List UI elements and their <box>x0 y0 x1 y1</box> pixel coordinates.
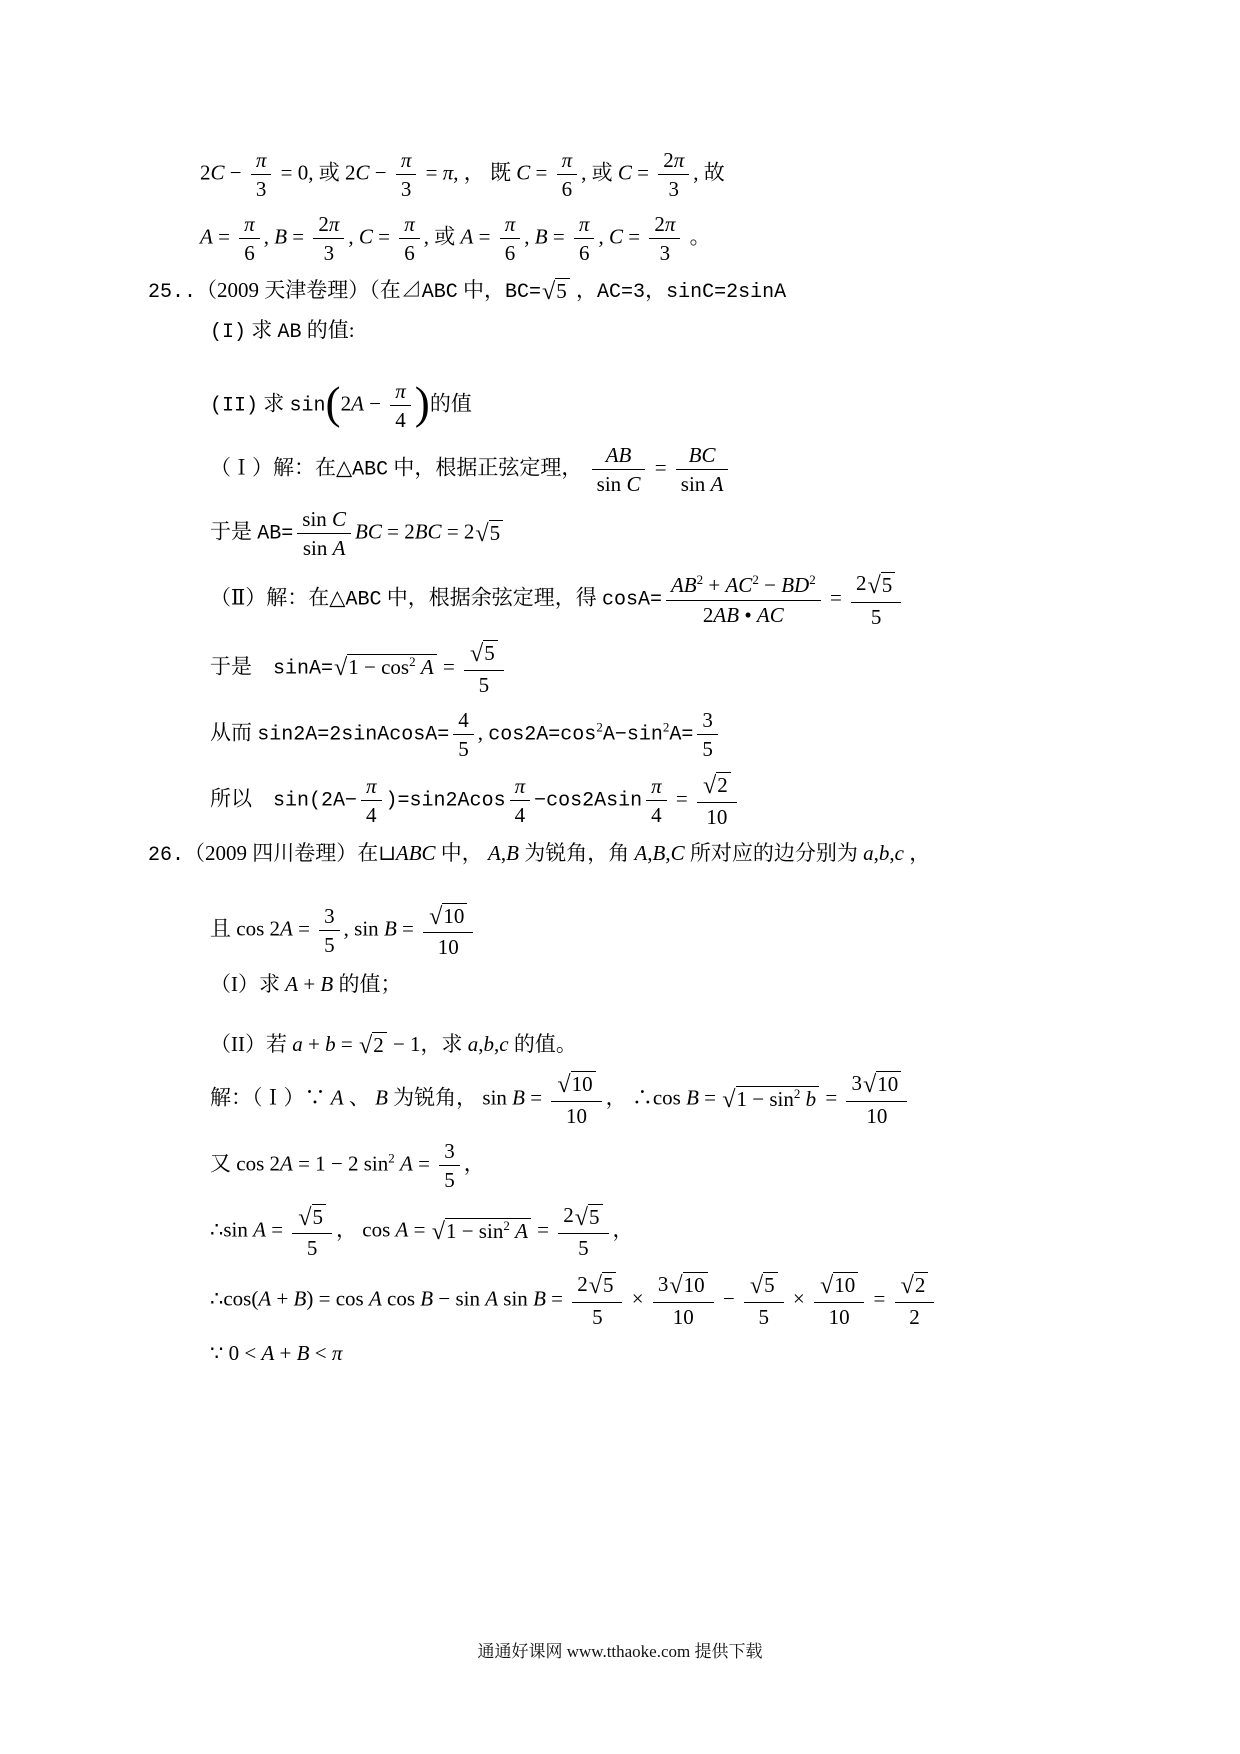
fraction <box>851 571 901 628</box>
fraction <box>658 148 689 201</box>
fraction-denominator: 6 <box>244 241 255 266</box>
q26-cos2a: 又 cos 2A = 1 − 2 $\sin^2 A$ = $\frac{3}{5}$ ， <box>210 1139 485 1193</box>
fraction-denominator: 2 <box>909 1304 920 1329</box>
typewriter-text: sinA= <box>273 657 334 681</box>
radical-sign: √ <box>862 1071 877 1099</box>
q25-sin2a-cos2a: 从而 sin2A=2sinAcosA= $\frac{4}{5}$ , $\cos 2A=\cos^2A-\sin^2A=$ $\frac{3}{5}$ <box>210 708 1210 761</box>
fraction-numerator <box>676 443 729 470</box>
fraction-denominator: 10 <box>828 1304 850 1329</box>
q25-final-answer: 所以 sin(2A− $\frac{\pi}{4}$ )=sin2Acos $\frac{\pi}{4}$ −cos2Asin $\frac{\pi}{4}$ = √ 2 10 <box>210 772 1210 829</box>
fraction-numerator <box>500 212 521 239</box>
typewriter-text: AB= <box>257 522 294 546</box>
q26-sina-cosa: ∴sin A = √ 5 5 ， cos A = √ $1 - \sin^2 A$ = 2 √ 5 5 ， <box>210 1203 634 1261</box>
page-footer: 通通好课网 www.tthaoke.com 提供下载 <box>477 1642 763 1661</box>
q26-part1: （I）求 A + B 的值； <box>210 971 402 996</box>
math-variable: C <box>358 224 373 249</box>
math-variable: A <box>200 224 213 249</box>
radical-sign: √ <box>900 1271 914 1299</box>
fraction <box>557 148 578 201</box>
typewriter-text: 25.. <box>148 280 197 304</box>
fraction-denominator: 3 <box>323 241 335 266</box>
fraction-denominator: 5 <box>444 1168 455 1193</box>
typewriter-text: −cos2Asin <box>534 789 643 813</box>
math-variable: B <box>274 224 288 249</box>
square-root: √ 5 <box>475 520 503 548</box>
math-variable: AB <box>670 573 697 598</box>
fraction-denominator: 5 <box>870 604 882 629</box>
typewriter-text: cos2A=cos <box>488 723 597 747</box>
math-variable: BC <box>414 519 442 544</box>
math-variable: π <box>331 1340 343 1365</box>
fraction <box>297 507 351 560</box>
fraction-numerator: 3 <box>697 708 718 735</box>
fraction-denominator: 3 <box>400 177 412 202</box>
typewriter-text: AB <box>277 320 302 344</box>
math-variable: A <box>368 1286 382 1311</box>
math-variable: c <box>894 841 904 866</box>
fraction-denominator: 10 <box>672 1304 694 1329</box>
math-variable: AC <box>725 573 753 598</box>
typewriter-text: A= <box>669 723 694 747</box>
radical-sign: √ <box>475 519 489 547</box>
fraction-numerator <box>399 212 420 239</box>
math-variable: π <box>255 148 267 172</box>
square-root: √ 10 <box>429 903 467 931</box>
radical-sign: √ <box>431 1218 445 1246</box>
typewriter-text: sin <box>289 394 326 418</box>
math-variable: B <box>293 1286 307 1311</box>
fraction <box>592 443 646 496</box>
fraction <box>464 640 504 697</box>
typewriter-text: ABC <box>352 458 389 482</box>
fraction <box>744 1272 784 1329</box>
fraction-numerator <box>390 379 411 406</box>
fraction-numerator: 2π <box>658 148 689 175</box>
math-variable: ABC <box>395 841 436 866</box>
math-variable: A <box>710 472 724 497</box>
math-variable: B <box>652 841 666 866</box>
square-root: √ 5 <box>868 572 896 600</box>
typewriter-text: A−sin <box>602 723 663 747</box>
math-variable: BC <box>688 442 716 467</box>
radical-sign: √ <box>298 1203 312 1231</box>
fraction <box>551 1071 601 1128</box>
square-root: √ 5 <box>575 1204 603 1232</box>
math-variable: π <box>504 212 516 237</box>
math-variable: A <box>485 1286 499 1311</box>
fraction-numerator: 4 <box>453 708 474 735</box>
radical-sign: √ <box>669 1271 683 1299</box>
square-root: √ 5 <box>298 1204 326 1232</box>
fraction-denominator: 5 <box>324 933 335 958</box>
math-variable: b <box>878 841 890 866</box>
math-variable: B <box>320 971 334 996</box>
fraction-denominator: 5 <box>578 1236 589 1261</box>
math-variable: B <box>296 1340 310 1365</box>
question-25: 25..（2009 天津卷理）（在⊿ABC 中，BC= √ 5 ，AC=3，sinC=2sinA <box>148 277 787 305</box>
typewriter-text: sin2A=2sinAcosA= <box>257 723 450 747</box>
square-root: √ 5 <box>470 640 498 668</box>
math-variable: A <box>400 1151 413 1176</box>
fraction-denominator: 6 <box>404 241 415 266</box>
radical-sign: √ <box>820 1271 834 1299</box>
math-variable: C <box>670 841 685 866</box>
radical-sign: √ <box>470 639 484 667</box>
square-root: √ 10 <box>557 1071 595 1099</box>
fraction-numerator: 3 √ 10 <box>846 1071 907 1102</box>
q25-part2: (II) 求 sin(2A − $\frac{\pi}{4}$ )的值 <box>210 378 472 432</box>
math-variable: AC <box>756 602 784 627</box>
radical-sign: √ <box>358 1032 373 1060</box>
square-root: √ $1 - \sin^2 b$ <box>722 1086 819 1114</box>
fraction-numerator: sin C <box>297 507 351 534</box>
formula-abc-values: A = $\frac{\pi}{6}$ , B = $\frac{2\pi}{3}$ , C = $\frac{\pi}{6}$ , 或 A = $\frac{\pi}{6}$ , B = $\frac{\pi}{6}$ , C = $\frac{2\pi}{3}$ 。 <box>200 212 711 266</box>
q25-ab-result: 于是 AB= $\frac{\text{sin C}}{\text{sin A}}$ BC = 2BC = 2 √ 5 <box>210 507 1210 560</box>
radical-sign: √ <box>867 571 881 599</box>
q26-part2: （II）若 a + b = √ 2 − 1，求 a,b,c 的值。 <box>210 1031 577 1060</box>
fraction-numerator <box>574 212 595 239</box>
superscript: 2 <box>809 572 816 588</box>
fraction <box>574 212 595 265</box>
typewriter-text: sin(2A− <box>273 789 358 813</box>
math-variable: π <box>514 774 526 799</box>
math-variable: B <box>375 1085 388 1110</box>
question-26: 26.（2009 四川卷理）在⊔ABC 中， A,B 为锐角，角 A,B,C 所对应的边分别为 a,b,c ， <box>148 841 931 868</box>
math-variable: b <box>325 1031 336 1056</box>
big-paren: ( <box>325 378 341 429</box>
fraction-denominator: 5 <box>758 1304 770 1329</box>
fraction <box>510 774 531 827</box>
math-variable: B <box>383 916 397 941</box>
typewriter-text: AC=3 <box>597 280 646 304</box>
fraction-denominator: 4 <box>514 803 526 828</box>
fraction-denominator: 10 <box>437 935 459 960</box>
math-variable: B <box>420 1286 434 1311</box>
math-variable: C <box>617 160 632 185</box>
math-variable: A <box>280 916 293 941</box>
fraction <box>653 1272 714 1329</box>
fraction-numerator <box>464 640 504 671</box>
square-root: √ 10 <box>669 1272 707 1300</box>
fraction-numerator: 2 √ 5 <box>558 1203 608 1234</box>
radical-sign: √ <box>574 1203 589 1231</box>
fraction-denominator: sin A <box>680 472 724 497</box>
math-variable: A <box>460 224 474 249</box>
radical-sign: √ <box>429 902 443 930</box>
radical-sign: √ <box>749 1271 764 1299</box>
radical-sign: √ <box>334 654 348 682</box>
fraction <box>676 443 729 496</box>
fraction-denominator: sin C <box>596 472 641 497</box>
fraction <box>239 212 260 265</box>
math-variable: π <box>244 212 255 237</box>
fraction-numerator <box>551 1071 601 1102</box>
fraction-numerator <box>361 774 382 801</box>
fraction-numerator <box>251 148 272 175</box>
fraction-denominator: 5 <box>478 672 490 697</box>
fraction <box>666 573 821 626</box>
math-variable: a <box>292 1031 303 1056</box>
fraction-denominator: 10 <box>866 1103 888 1128</box>
fraction-denominator: 3 <box>659 241 671 266</box>
math-variable: b <box>483 1031 495 1056</box>
fraction-numerator <box>744 1272 784 1303</box>
fraction <box>646 774 667 827</box>
fraction <box>439 1139 460 1192</box>
typewriter-text: 26. <box>148 844 185 868</box>
math-variable: π <box>400 148 412 172</box>
math-variable: A <box>280 1151 293 1176</box>
fraction-numerator <box>557 148 578 175</box>
superscript: 2 <box>503 1218 510 1234</box>
fraction-numerator <box>697 772 737 803</box>
fraction-denominator: 2AB • AC <box>702 602 784 627</box>
fraction-numerator <box>814 1272 864 1303</box>
square-root: √ 2 <box>703 772 731 800</box>
fraction-numerator <box>396 148 417 175</box>
fraction-denominator: 5 <box>702 737 713 762</box>
math-variable: π <box>404 212 415 237</box>
fraction-denominator: 3 <box>668 177 680 202</box>
math-variable: B <box>534 224 548 249</box>
document-body <box>0 148 1210 1400</box>
math-variable: A <box>253 1217 266 1242</box>
fraction <box>399 212 420 265</box>
fraction <box>319 904 340 957</box>
math-variable: A <box>395 1217 409 1242</box>
math-variable: B <box>533 1286 546 1311</box>
fraction-numerator <box>292 1203 332 1234</box>
fraction-numerator: 2π <box>649 212 680 239</box>
fraction <box>423 902 473 959</box>
fraction-numerator: 2π <box>313 212 344 239</box>
typewriter-text: ABC <box>421 280 458 304</box>
math-variable: C <box>210 160 225 185</box>
math-variable: π <box>651 774 662 799</box>
big-paren: ) <box>414 378 430 429</box>
square-root: √ $1 - \sin^2 A$ <box>432 1218 531 1246</box>
fraction-numerator: $AB^2 + AC^2 - BD^2$ <box>666 573 821 600</box>
fraction-numerator <box>239 212 260 239</box>
square-root: √ 10 <box>863 1071 901 1099</box>
fraction-denominator: 4 <box>366 803 377 828</box>
math-variable: π <box>578 212 590 237</box>
typewriter-text: ABC <box>345 588 382 612</box>
math-variable: C <box>516 160 531 185</box>
fraction-numerator: 3 √ 10 <box>653 1272 714 1303</box>
math-variable: π <box>673 148 685 172</box>
square-root: √ $1 - \cos^2 A$ <box>334 654 437 682</box>
fraction <box>292 1203 332 1260</box>
fraction <box>361 774 382 827</box>
math-variable: A <box>634 841 648 866</box>
fraction-denominator: sin A <box>302 536 346 561</box>
superscript: 2 <box>696 572 704 588</box>
square-root: √ 2 <box>901 1272 929 1300</box>
square-root: √ 2 <box>359 1032 387 1060</box>
math-variable: π <box>366 774 377 799</box>
superscript: 2 <box>662 719 670 735</box>
q25-solution-part1: （Ｉ）解：在△ABC 中，根据正弦定理， $\frac{AB}{\text{sin C}}$ = $\frac{BC}{\text{sin A}}$ <box>210 443 1210 496</box>
math-variable: C <box>626 472 641 497</box>
fraction-denominator: 4 <box>651 803 662 828</box>
radical-sign: √ <box>588 1271 602 1299</box>
fraction-numerator: 2 √ 5 <box>572 1272 622 1303</box>
math-variable: π <box>328 212 340 237</box>
fraction-denominator: 5 <box>458 737 469 762</box>
math-variable: C <box>355 160 370 185</box>
fraction-numerator: 3 <box>439 1139 460 1166</box>
radical-sign: √ <box>703 772 717 800</box>
fraction-numerator <box>895 1272 935 1303</box>
math-variable: B <box>686 1085 699 1110</box>
typewriter-text: )=sin2Acos <box>385 789 506 813</box>
math-variable: π <box>395 378 406 403</box>
typewriter-text: sinC=2sinA <box>666 280 787 304</box>
square-root: √ 5 <box>750 1272 778 1300</box>
fraction <box>396 148 417 201</box>
fraction-numerator: 3 <box>319 904 340 931</box>
math-variable: π <box>561 148 573 172</box>
radical-sign: √ <box>542 277 556 305</box>
math-variable: b <box>805 1086 817 1111</box>
math-variable: A <box>420 655 434 680</box>
fraction-denominator: 5 <box>306 1236 318 1261</box>
fraction <box>697 772 737 829</box>
fraction-denominator: 3 <box>255 177 267 202</box>
math-variable: π <box>442 160 454 185</box>
fraction-numerator <box>646 774 667 801</box>
math-variable: A <box>285 971 299 996</box>
superscript: 2 <box>752 572 759 588</box>
fraction <box>814 1272 864 1329</box>
math-variable: A <box>332 536 346 561</box>
fraction-denominator: 10 <box>706 805 728 830</box>
q25-sina-result: 于是 sinA= √ $1 - \cos^2 A$ = √ 5 5 <box>210 640 1210 697</box>
math-variable: a <box>863 841 874 866</box>
fraction-denominator: 6 <box>561 177 573 202</box>
math-variable: c <box>499 1031 509 1056</box>
fraction-numerator <box>592 443 646 470</box>
fraction-denominator: 6 <box>578 241 590 266</box>
typewriter-text: (I) <box>210 320 247 344</box>
fraction <box>697 708 718 761</box>
fraction-denominator: 5 <box>592 1304 603 1329</box>
fraction <box>313 212 344 265</box>
math-variable: BD <box>781 573 810 598</box>
typewriter-text: (II) <box>210 394 259 418</box>
fraction <box>895 1272 935 1329</box>
superscript: 2 <box>409 654 416 670</box>
math-variable: B <box>512 1085 525 1110</box>
q26-solution-part1: 解：（Ｉ）∵ A 、 B 为锐角， sin B = √ 10 10 ， ∴cos B = √ $1 - \sin^2 b$ = 3 √ 10 10 <box>210 1071 1210 1128</box>
fraction <box>846 1071 907 1128</box>
math-variable: C <box>608 224 623 249</box>
fraction <box>251 148 272 201</box>
math-variable: a <box>467 1031 479 1056</box>
math-variable: BC <box>355 519 382 544</box>
math-variable: AB <box>605 442 632 467</box>
math-variable: A <box>261 1340 275 1365</box>
typewriter-text: cosA= <box>601 588 662 612</box>
q26-cos-a-plus-b: ∴cos(A + B) = cos A cos B − sin A sin B = 2 √ 5 5 × 3 √ 10 10 − √ 5 5 × √ 10 10 = √ 2 2 <box>210 1272 1210 1329</box>
q26-given: 且 cos 2A = $\frac{3}{5}$ , sin B = √ 10 10 <box>210 902 1210 959</box>
math-variable: B <box>506 841 519 866</box>
fraction-numerator <box>423 902 473 933</box>
fraction-denominator: 6 <box>504 241 516 266</box>
math-variable: A <box>351 391 364 416</box>
typewriter-text: BC= <box>505 280 542 304</box>
math-variable: A <box>515 1219 528 1244</box>
formula-2c-cases: 2C − $\frac{\pi}{3}$ = 0, 或 2C − $\frac{\pi}{3}$ = π, ， 既 C = $\frac{\pi}{6}$ , 或 C = $\frac{2\pi}{3}$ , 故 <box>200 148 725 202</box>
q25-part1: (I) 求 AB 的值: <box>210 317 355 344</box>
fraction <box>453 708 474 761</box>
superscript: 2 <box>596 719 603 735</box>
math-variable: A <box>258 1286 272 1311</box>
math-variable: A <box>330 1085 344 1110</box>
fraction-denominator: 10 <box>565 1103 587 1128</box>
math-variable: AB <box>713 602 740 627</box>
math-variable: π <box>664 212 676 237</box>
square-root: √ 5 <box>589 1272 617 1300</box>
fraction-numerator: 2 √ 5 <box>851 571 901 602</box>
superscript: 2 <box>793 1085 801 1101</box>
square-root: √ 10 <box>820 1272 858 1300</box>
fraction-denominator: 4 <box>395 407 406 432</box>
radical-sign: √ <box>722 1085 736 1113</box>
math-variable: A <box>488 841 501 866</box>
q25-solution-part2: （Ⅱ）解：在△ABC 中，根据余弦定理，得 cosA= $\frac{AB^2 + AC^2 - BD^2}{2AB • AC}$ = 2 √ 5 5 <box>210 571 1210 628</box>
radical-sign: √ <box>557 1071 571 1099</box>
superscript: 2 <box>388 1150 395 1166</box>
fraction-numerator <box>510 774 531 801</box>
fraction <box>649 212 680 265</box>
fraction <box>500 212 521 265</box>
fraction <box>572 1272 622 1329</box>
q26-angle-range: ∵ 0 < A + B < π <box>210 1340 343 1365</box>
fraction <box>558 1203 608 1260</box>
square-root: √ 5 <box>542 278 570 306</box>
math-variable: C <box>332 507 347 532</box>
fraction <box>390 379 411 432</box>
